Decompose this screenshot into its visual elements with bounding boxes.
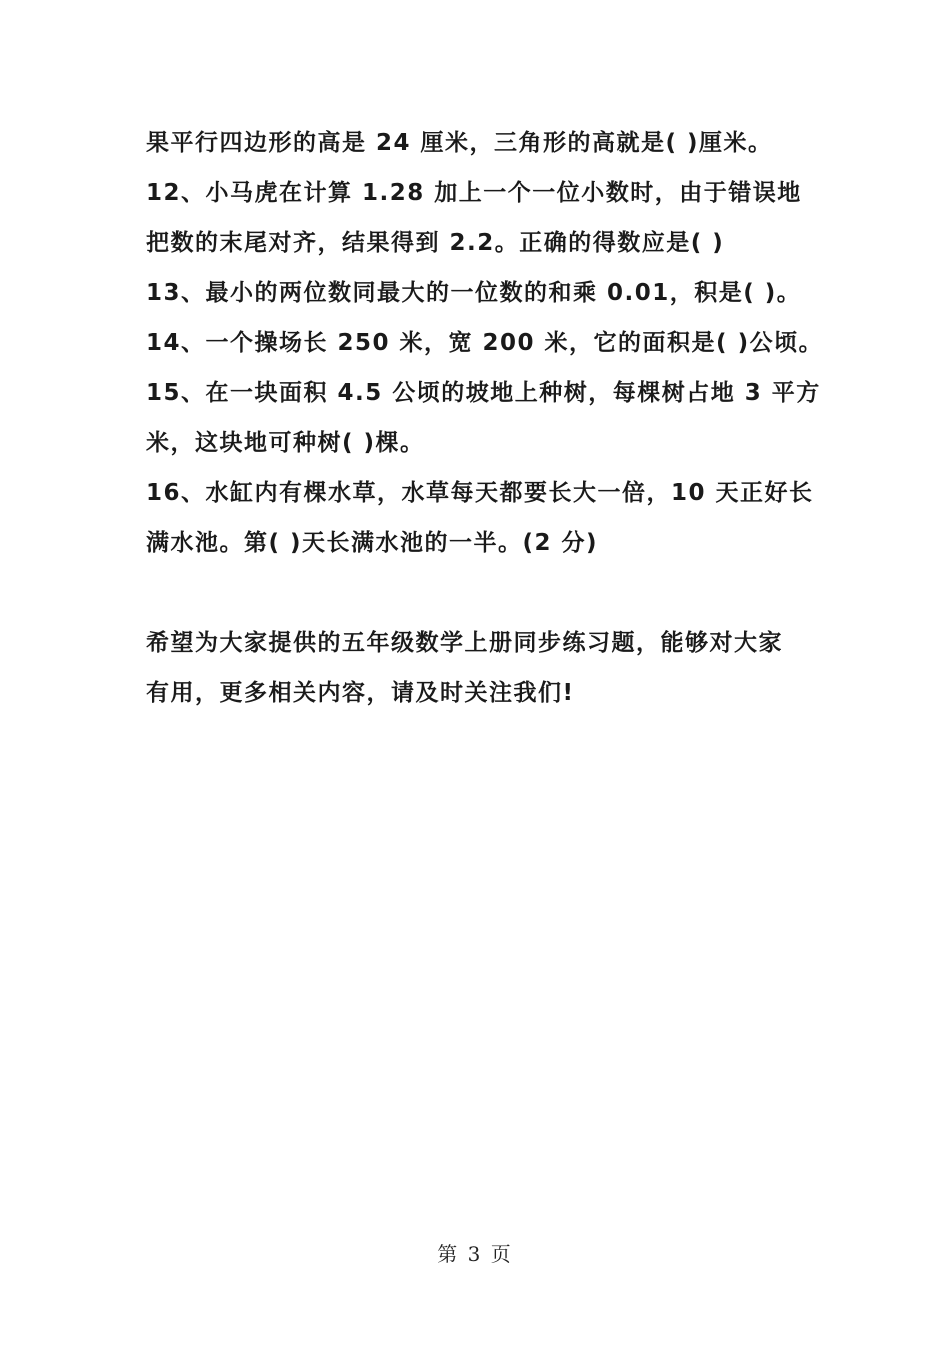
closing-line-2: 有用，更多相关内容，请及时关注我们! [146,680,575,706]
question-14: 14、一个操场长 250 米，宽 200 米，它的面积是( )公顷。 [146,330,824,356]
question-12-line-2: 把数的末尾对齐，结果得到 2.2。正确的得数应是( ) [146,230,725,256]
text-line: 果平行四边形的高是 24 厘米，三角形的高就是( )厘米。 [146,130,773,156]
paragraph-gap [146,568,816,618]
question-12-line-1: 12、小马虎在计算 1.28 加上一个一位小数时，由于错误地 [146,180,802,206]
question-15-line-2: 米，这块地可种树( )棵。 [146,430,425,456]
document-body [146,118,824,718]
page-number: 第 3 页 [437,1242,513,1266]
question-15-line-1: 15、在一块面积 4.5 公顷的坡地上种树，每棵树占地 3 平方 [146,380,821,406]
question-16-line-1: 16、水缸内有棵水草，水草每天都要长大一倍，10 天正好长 [146,480,814,506]
question-13: 13、最小的两位数同最大的一位数的和乘 0.01，积是( )。 [146,280,802,306]
question-16-line-2: 满水池。第( )天长满水池的一半。(2 分) [146,530,599,556]
closing-line-1: 希望为大家提供的五年级数学上册同步练习题，能够对大家 [146,630,783,656]
